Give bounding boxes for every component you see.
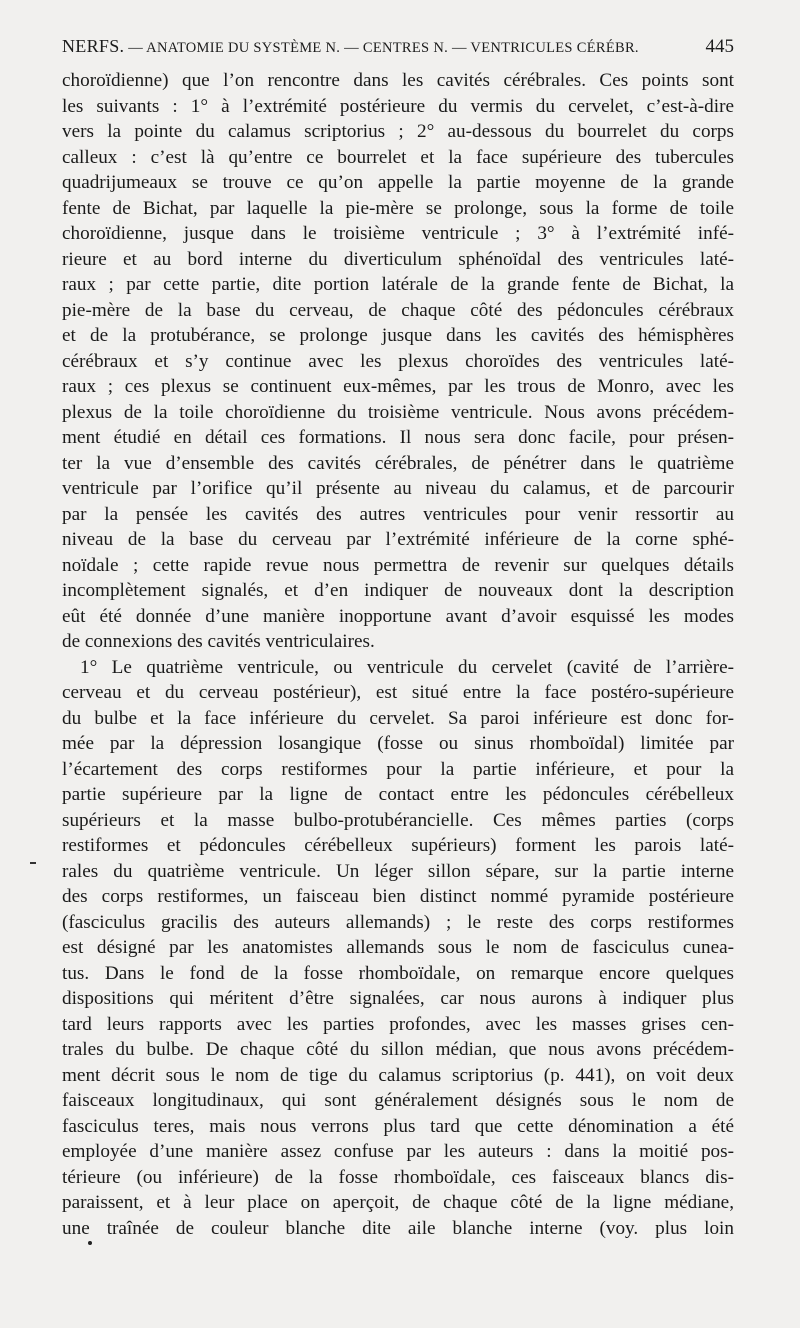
text-line: cérébraux et s’y continue avec les plexus choroïdes des ventricules laté- (62, 350, 734, 372)
page-number: 445 (705, 36, 734, 57)
running-title-rest: — ANATOMIE DU SYSTÈME N. — CENTRES N. — VENTRICULES CÉRÉBR. (124, 40, 639, 56)
text-line: térieure (ou inférieure) de la fosse rhomboïdale, ces faisceaux blancs dis- (62, 1166, 734, 1188)
text-line: niveau de la base du cerveau par l’extrémité inférieure de la corne sphé- (62, 529, 734, 550)
text-line: du bulbe et la face inférieure du cervelet. Sa paroi inférieure est donc for- (62, 707, 734, 729)
margin-mark (30, 862, 36, 864)
text-line: rales du quatrième ventricule. Un léger sillon sépare, sur la partie interne (62, 860, 734, 882)
text-line: faisceaux longitudinaux, qui sont généralement désignés sous le nom de (62, 1090, 734, 1111)
text-line: ment étudié en détail ces formations. Il nous sera donc facile, pour présen- (62, 427, 734, 448)
text-line: ter la vue d’ensemble des cavités cérébrales, de pénétrer dans le quatrième (62, 452, 734, 474)
ink-speck (88, 1241, 92, 1245)
text-line: et de la protubérance, se prolonge jusque dans les cavités des hémisphères (62, 325, 734, 346)
text-line: trales du bulbe. De chaque côté du sillon médian, que nous avons précédem- (62, 1039, 734, 1060)
text-line: rieure et au bord interne du diverticulum sphénoïdal des ventricules laté- (62, 248, 734, 270)
text-line: une traînée de couleur blanche dite aile blanche interne (voy. plus loin (62, 1217, 734, 1239)
text-line: incomplètement signalés, et d’en indiquer de nouveaux dont la description (62, 580, 734, 601)
text-line: dispositions qui méritent d’être signalées, car nous aurons à indiquer plus (62, 988, 734, 1009)
text-line: calleux : c’est là qu’entre ce bourrelet et la face supérieure des tubercules (62, 146, 734, 168)
text-line: tard leurs rapports avec les parties profondes, avec les masses grises cen- (62, 1013, 734, 1035)
text-line: ment décrit sous le nom de tige du calamus scriptorius (p. 441), on voit deux (62, 1064, 734, 1086)
text-line: (fasciculus gracilis des auteurs allemands) ; le reste des corps restiformes (62, 911, 734, 933)
running-title-first-word: NERFS. (62, 36, 125, 56)
text-line: pie-mère de la base du cerveau, de chaque côté des pédoncules cérébraux (62, 299, 734, 321)
text-line: eût été donnée d’une manière inopportune avant d’avoir esquissé les modes (62, 605, 734, 627)
text-line: les suivants : 1° à l’extrémité postérieure du vermis du cervelet, c’est-à-dire (62, 95, 734, 117)
text-line: employée d’une manière assez confuse par les auteurs : dans la moitié pos- (62, 1141, 734, 1162)
body-text (62, 68, 734, 1241)
text-line: choroïdienne) que l’on rencontre dans les cavités cérébrales. Ces points sont (62, 70, 734, 91)
running-head (62, 36, 734, 60)
text-line: supérieurs et la masse bulbo-protubérancielle. Ces mêmes parties (corps (62, 809, 734, 831)
text-line: l’écartement des corps restiformes pour la partie inférieure, et pour la (62, 758, 734, 780)
text-line: choroïdienne, jusque dans le troisième ventricule ; 3° à l’extrémité infé- (62, 223, 734, 244)
text-line: mée par la dépression losangique (fosse ou sinus rhomboïdal) limitée par (62, 733, 734, 754)
text-line: partie supérieure par la ligne de contact entre les pédoncules cérébelleux (62, 784, 734, 805)
text-line: ventricule par l’orifice qu’il présente au niveau du calamus, et de parcourir (62, 478, 734, 499)
text-line: est désigné par les anatomistes allemands sous le nom de fasciculus cunea- (62, 937, 734, 958)
text-line: de connexions des cavités ventriculaires. (62, 631, 375, 652)
text-line: raux ; ces plexus se continuent eux-mêmes, par les trous de Monro, avec les (62, 376, 734, 397)
text-line: restiformes et pédoncules cérébelleux supérieurs) forment les parois laté- (62, 835, 734, 856)
text-line: fasciculus teres, mais nous verrons plus tard que cette dénomination a été (62, 1115, 734, 1137)
text-line: 1° Le quatrième ventricule, ou ventricule du cervelet (cavité de l’arrière- (80, 656, 734, 678)
text-line: paraissent, et à leur place on aperçoit, de chaque côté de la ligne médiane, (62, 1192, 734, 1213)
text-line: quadrijumeaux se trouve ce qu’on appelle la partie moyenne de la grande (62, 172, 734, 193)
text-line: vers la pointe du calamus scriptorius ; 2° au-dessous du bourrelet du corps (62, 121, 734, 142)
running-title (62, 36, 639, 57)
text-line: plexus de la toile choroïdienne du troisième ventricule. Nous avons précédem- (62, 401, 734, 423)
text-line: noïdale ; cette rapide revue nous permettra de revenir sur quelques détails (62, 554, 734, 576)
text-line: tus. Dans le fond de la fosse rhomboïdale, on remarque encore quelques (62, 962, 734, 984)
text-line: raux ; par cette partie, dite portion latérale de la grande fente de Bichat, la (62, 274, 734, 295)
text-line: cerveau et du cerveau postérieur), est situé entre la face postéro-supérieure (62, 682, 734, 703)
text-line: par la pensée les cavités des autres ventricules pour venir ressortir au (62, 503, 734, 525)
text-line: fente de Bichat, par laquelle la pie-mère se prolonge, sous la forme de toile (62, 197, 734, 219)
text-line: des corps restiformes, un faisceau bien distinct nommé pyramide postérieure (62, 886, 734, 907)
